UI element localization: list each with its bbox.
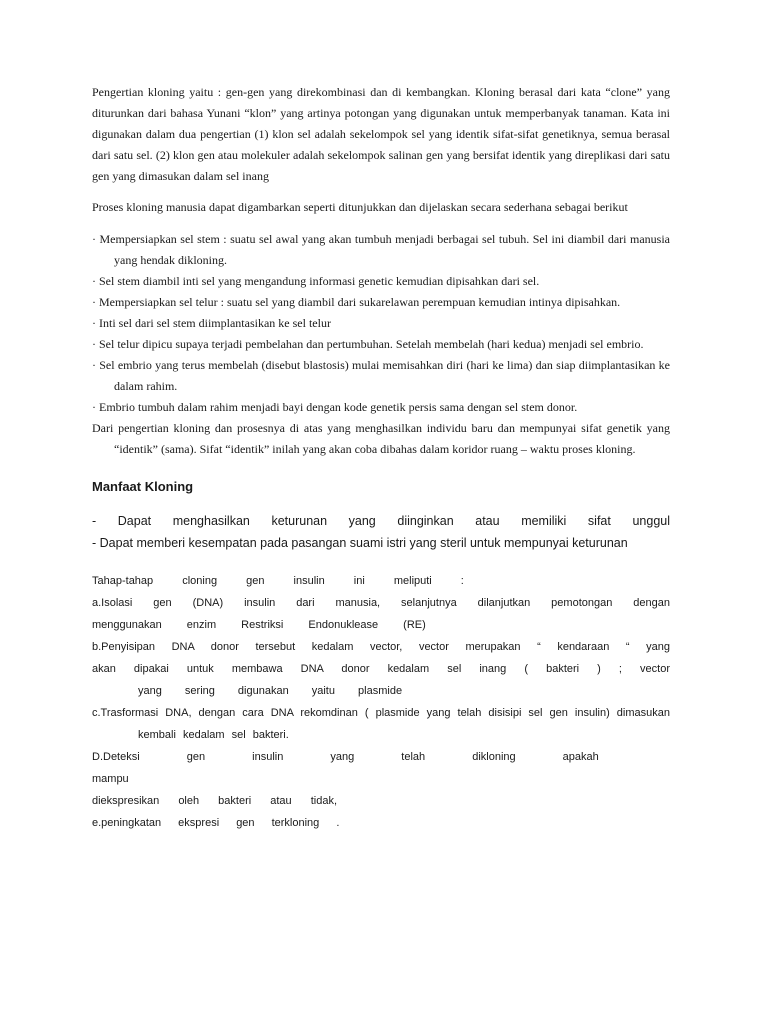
list-item: · Sel stem diambil inti sel yang mengandung informasi genetic kemudian dipisahkan dari sel. [92, 274, 540, 288]
tahap-item-c-line1: c.Trasformasi DNA, dengan cara DNA rekomdinan ( plasmide yang telah disisipi sel gen insulin) dimasukan [92, 707, 670, 719]
cloning-steps-list [92, 229, 670, 418]
document-page [92, 82, 670, 834]
list-item: - Dapat menghasilkan keturunan yang diinginkan atau memiliki sifat unggul [92, 514, 670, 528]
manfaat-list [92, 510, 670, 554]
tahap-item-a-line1: a.Isolasi gen (DNA) insulin dari manusia, selanjutnya dilanjutkan pemotongan dengan [92, 597, 670, 609]
list-item: · Inti sel dari sel stem diimplantasikan ke sel telur [92, 316, 331, 330]
tahap-section [92, 570, 670, 834]
process-intro-paragraph: Proses kloning manusia dapat digambarkan seperti ditunjukkan dan dijelaskan secara sederhana sebagai berikut [92, 200, 628, 214]
tahap-item-d-line2: diekspresikan oleh bakteri atau tidak, [92, 795, 337, 807]
tahap-item-e-line1: e.peningkatan ekspresi gen terkloning . [92, 817, 340, 829]
intro-paragraph: Pengertian kloning yaitu : gen-gen yang direkombinasi dan di kembangkan. Kloning berasal dari kata “clone” yang diturunkan dari bahasa Yunani “klon” yang artinya potongan yang digunakan untuk memperbanyak tanaman. Kata ini digunakan dalam dua pengertian (1) klon sel adalah sekelompok sel yang identik sifat-sifat genetiknya, semua berasal dari satu sel. (2) klon gen atau molekuler adalah sekelompok salinan gen yang bersifat identik yang direplikasi dari satu gen yang dimasukan dalam sel inang [92, 85, 670, 183]
tahap-item-c-line2: kembali kedalam sel bakteri. [138, 729, 289, 741]
list-item: - Dapat memberi kesempatan pada pasangan suami istri yang steril untuk mempunyai keturunan [92, 536, 628, 550]
tahap-item-a-line2: menggunakan enzim Restriksi Endonuklease (RE) [92, 619, 426, 631]
tahap-item-b-line2: akan dipakai untuk membawa DNA donor kedalam sel inang ( bakteri ) ; vector [92, 663, 670, 675]
list-item: · Mempersiapkan sel telur : suatu sel yang diambil dari sukarelawan perempuan kemudian intinya dipisahkan. [92, 295, 621, 309]
list-item: · Mempersiapkan sel stem : suatu sel awal yang akan tumbuh menjadi berbagai sel tubuh. Sel ini diambil dari manusia yang hendak dikloning. [92, 232, 670, 267]
section-heading-manfaat: Manfaat Kloning [92, 479, 194, 494]
list-item: · Embrio tumbuh dalam rahim menjadi bayi dengan kode genetik persis sama dengan sel stem donor. [92, 400, 578, 414]
tahap-item-b-line1: b.Penyisipan DNA donor tersebut kedalam vector, vector merupakan “ kendaraan “ yang [92, 641, 670, 653]
list-item: · Sel telur dipicu supaya terjadi pembelahan dan pertumbuhan. Setelah membelah (hari kedua) menjadi sel embrio. [92, 337, 644, 351]
list-item: · Sel embrio yang terus membelah (disebut blastosis) mulai memisahkan diri (hari ke lima) dan siap diimplantasikan ke dalam rahim. [92, 358, 670, 393]
tahap-intro: Tahap-tahap cloning gen insulin ini meliputi : [92, 575, 464, 587]
conclusion-paragraph: Dari pengertian kloning dan prosesnya di atas yang menghasilkan individu baru dan mempunyai sifat genetik yang “identik” (sama). Sifat “identik” inilah yang akan coba dibahas dalam koridor ruang – waktu proses kloning. [92, 421, 670, 456]
tahap-item-b-line3: yang sering digunakan yaitu plasmide [138, 685, 403, 697]
tahap-item-d-line1: D.Deteksi gen insulin yang telah dikloning apakah mampu [92, 751, 599, 785]
